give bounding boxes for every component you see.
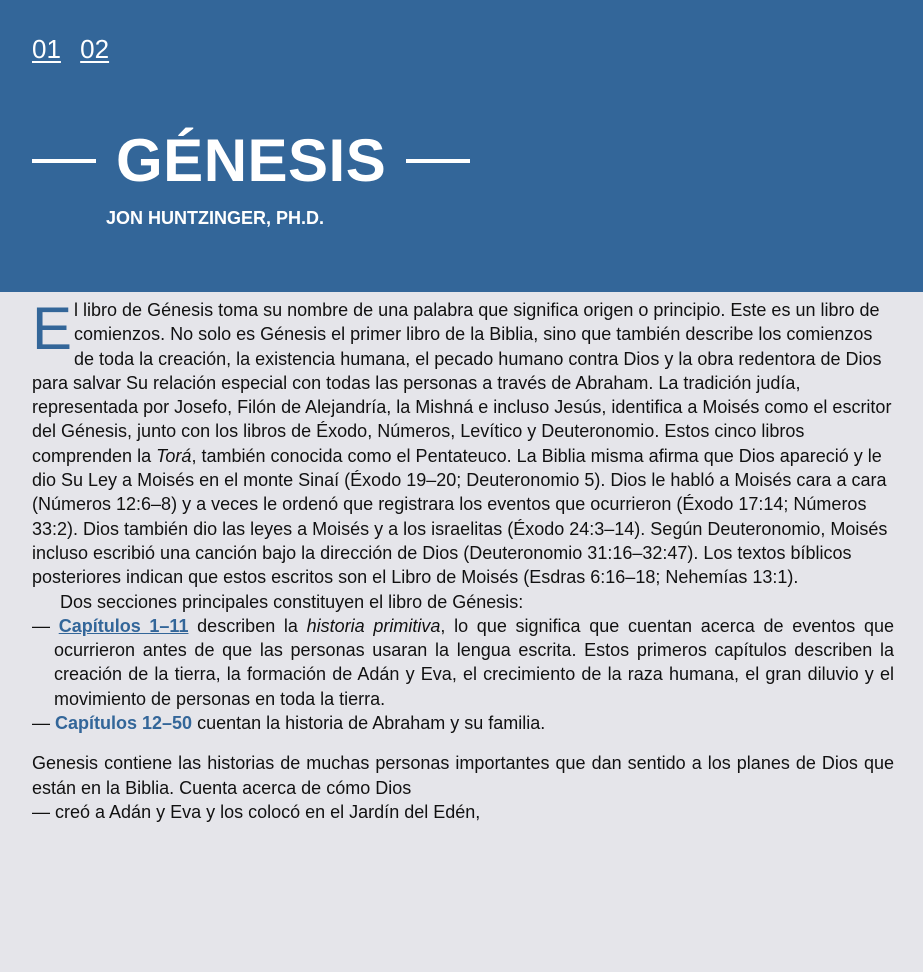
intro-text-part2: , también conocida como el Pentateuco. La Biblia misma afirma que Dios apareció y le dio Su Ley a Moisés en el monte Sinaí (Éxodo 19–20; Deuteronomio 5). Dios le habló a Moisés cara a cara (Números 12:6–8) y a veces le ordenó que registrara los eventos que ocurrieron (Éxodo 17:14; Números 33:2). Dios también dio las leyes a Moisés y a los israelitas (Éxodo 24:3–14). Según Deuteronomio, Moisés incluso escribió una canción bajo la dirección de Dios (Deuteronomio 31:16–32:47). Los textos bíblicos posteriores indican que estos escritos son el Libro de Moisés (Esdras 6:16–18; Nehemías 13:1). — [32, 445, 888, 588]
page-title: GÉNESIS — [116, 127, 387, 194]
dash-bullet: — — [32, 615, 50, 636]
chapters-1-11-link[interactable]: Capítulos 1–11 — [58, 615, 189, 636]
chapter-list — [32, 614, 894, 735]
title-row — [32, 124, 470, 198]
chapter-1-11-text-b: , lo que significa que cuentan acerca de eventos que ocurrieron antes de que las personas usaran la lengua escrita. Estos primeros capítulos describen la creación de la tierra, la formación de Adán y Eva, el crecimiento de la raza humana, el gran diluvio y el movimiento de personas en toda la tierra. — [54, 615, 894, 709]
intro-paragraph — [32, 295, 894, 590]
chapters-12-50-label: Capítulos 12–50 — [55, 713, 193, 734]
header-banner — [0, 0, 923, 292]
author-name: JON HUNTZINGER, PH.D. — [106, 208, 325, 228]
page-link-01[interactable]: 01 — [32, 34, 61, 64]
dash-bullet: — — [32, 713, 50, 734]
title-dash-right — [406, 159, 470, 163]
chapter-item-1-11 — [32, 614, 894, 711]
outro-text: Genesis contiene las historias de muchas personas importantes que dan sentido a los planes de Dios que están en la Biblia. Cuenta acerca de cómo Dios — [32, 753, 894, 798]
historia-primitiva-term: historia primitiva — [306, 615, 441, 636]
article-body — [32, 295, 894, 824]
chapter-1-11-text-a: describen la — [188, 615, 307, 636]
page-link-02[interactable]: 02 — [80, 34, 110, 64]
outro-paragraph — [32, 751, 894, 824]
outro-item-1: — creó a Adán y Eva y los colocó en el Jardín del Edén, — [32, 801, 481, 822]
page-nav — [32, 34, 121, 64]
sections-intro: Dos secciones principales constituyen el libro de Génesis: — [60, 591, 524, 612]
tora-term: Torá — [156, 445, 192, 466]
intro-text-part1: l libro de Génesis toma su nombre de una palabra que significa origen o principio. Este es un libro de comienzos. No solo es Génesis el primer libro de la Biblia, sino que también describe los comienzos de toda la creación, la existencia humana, el pecado humano contra Dios y la obra redentora de Dios para salvar Su relación especial con todas las personas a través de Abraham. La tradición judía, representada por Josefo, Filón de Alejandría, la Mishná e incluso Jesús, identifica a Moisés como el escritor del Génesis, junto con los libros de Éxodo, Números, Levítico y Deuteronomio. Estos cinco libros comprenden la — [32, 300, 892, 466]
drop-cap: E — [32, 295, 73, 362]
title-dash-left — [32, 159, 96, 163]
chapter-12-50-text: cuentan la historia de Abraham y su familia. — [192, 713, 546, 734]
chapter-item-12-50 — [32, 711, 894, 735]
